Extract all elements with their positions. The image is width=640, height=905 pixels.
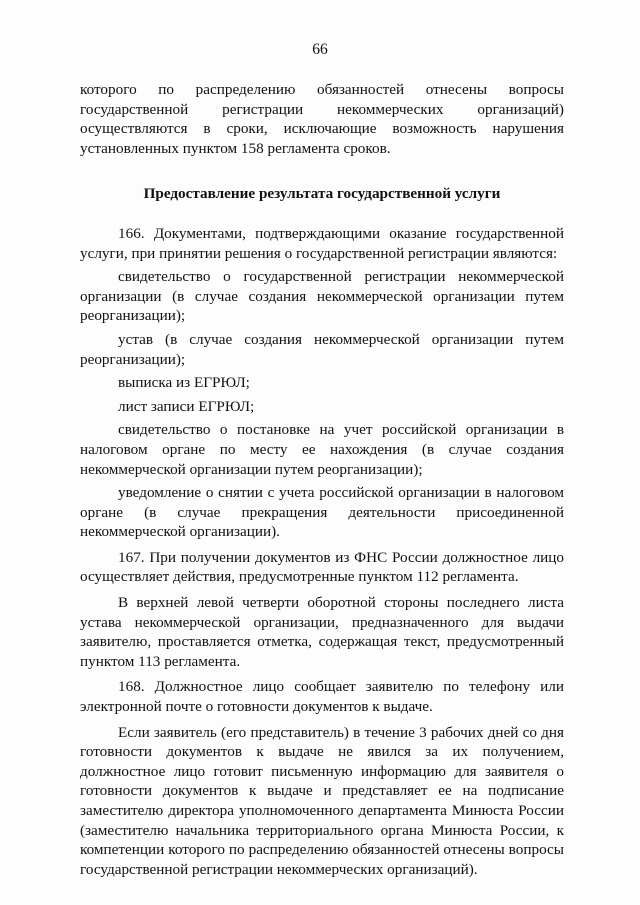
list-item: свидетельство о государственной регистрации некоммерческой организации (в случае создания некоммерческой организации путем реорганизации); <box>80 268 564 325</box>
list-item: лист записи ЕГРЮЛ; <box>118 397 255 415</box>
paragraph-167-note: В верхней левой четверти оборотной стороны последнего листа устава некоммерческой организации, предназначенного для выдачи заявителю, проставляется отметка, содержащая текст, предусмотренный пунктом 113 регламента. <box>80 594 564 670</box>
document-body <box>80 80 564 879</box>
list-item: свидетельство о постановке на учет российской организации в налоговом органе по месту ее нахождения (в случае создания некоммерческой организации путем реорганизации); <box>80 421 564 478</box>
list-item: уведомление о снятии с учета российской организации в налоговом органе (в случае прекращения деятельности присоединенной некоммерческой организации). <box>80 484 564 541</box>
paragraph-167: 167. При получении документов из ФНС России должностное лицо осуществляет действия, предусмотренные пунктом 112 регламента. <box>80 548 564 586</box>
page-number: 66 <box>312 41 328 58</box>
paragraph-166: 166. Документами, подтверждающими оказание государственной услуги, при принятии решения о государственной регистрации являются: <box>80 224 564 262</box>
list-item: устав (в случае создания некоммерческой организации путем реорганизации); <box>80 330 564 368</box>
list-item: выписка из ЕГРЮЛ; <box>118 374 250 392</box>
paragraph-168-note: Если заявитель (его представитель) в течение 3 рабочих дней со дня готовности документов к выдаче не явился за их получением, должностное лицо готовит письменную информацию для заявителя о готовности документов к выдаче и представляет ее на подписание заместителю директора уполномоченного департамента Минюста России (заместителю начальника территориального органа Минюста России, к компетенции которого по распределению обязанностей отнесены вопросы государственной регистрации некоммерческих организаций). <box>80 723 564 878</box>
paragraph-168: 168. Должностное лицо сообщает заявителю по телефону или электронной почте о готовности документов к выдаче. <box>80 678 564 716</box>
section-heading: Предоставление результата государственной услуги <box>143 185 501 203</box>
paragraph-continuation: которого по распределению обязанностей отнесены вопросы государственной регистрации некоммерческих организаций) осуществляются в сроки, исключающие возможность нарушения установленных пунктом 158 регламента сроков. <box>80 81 564 157</box>
